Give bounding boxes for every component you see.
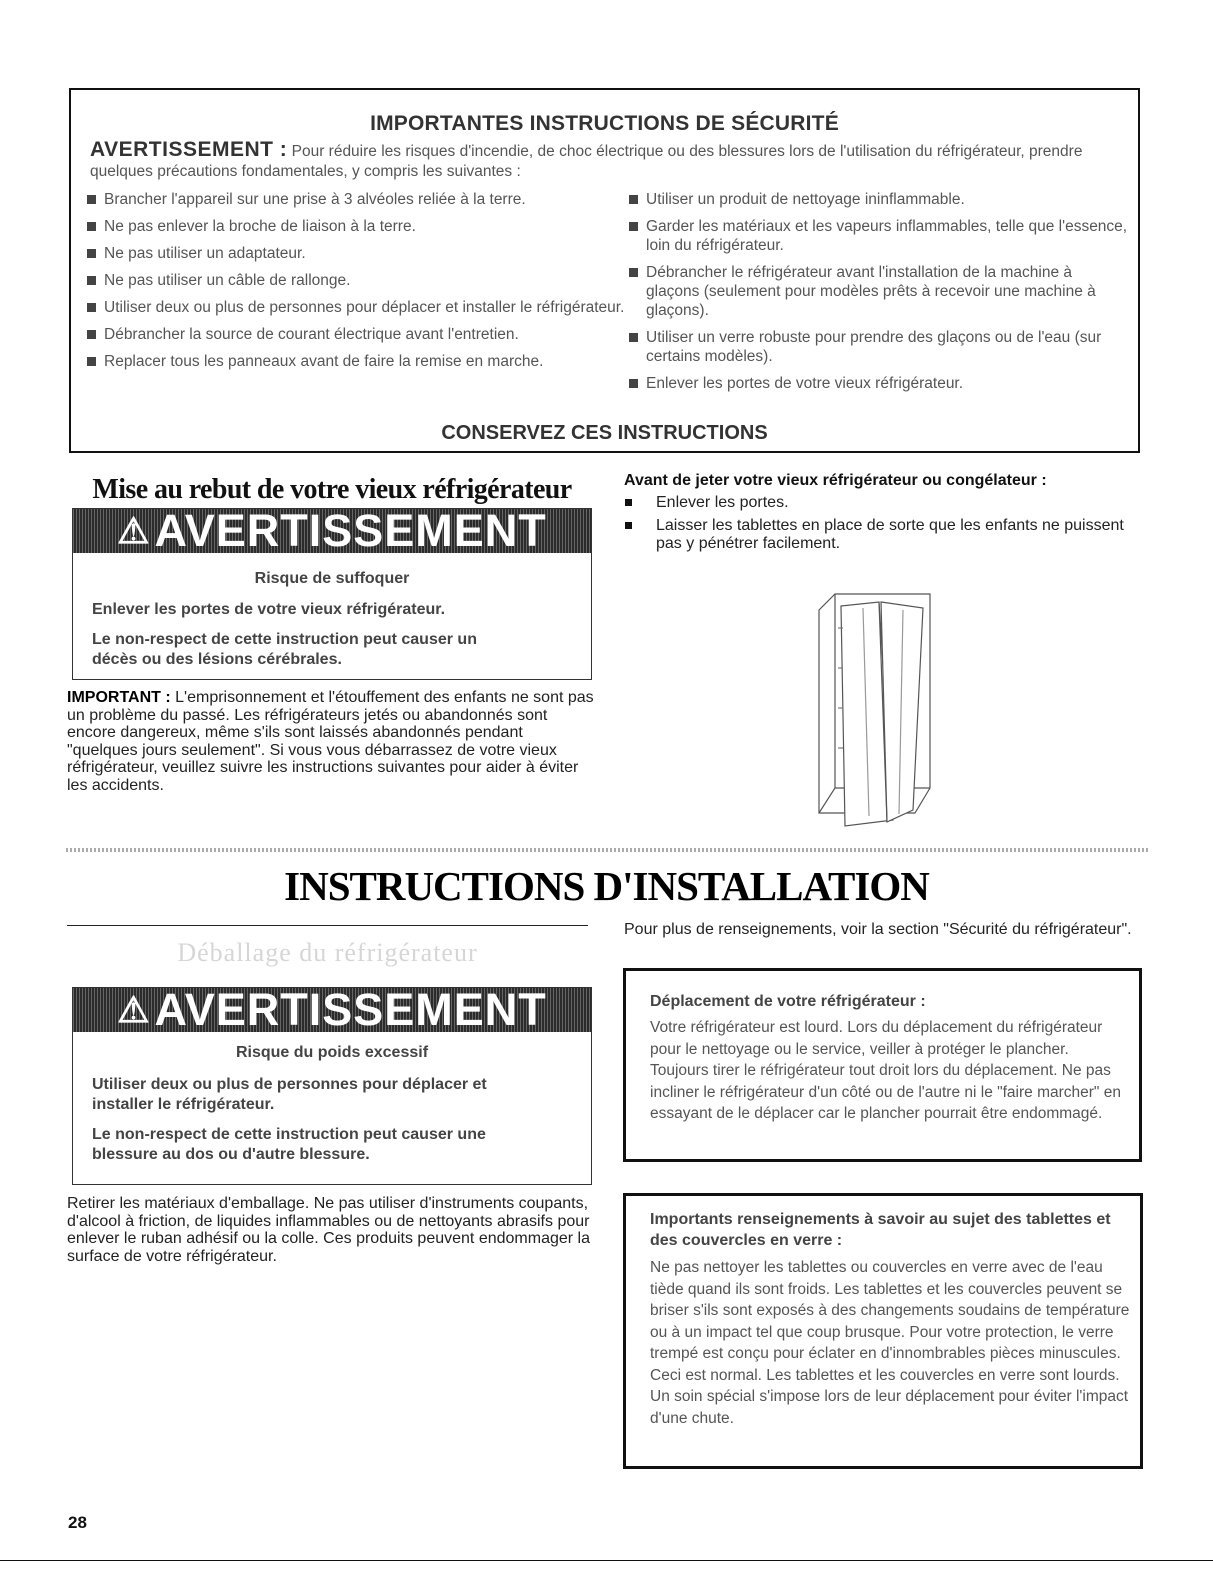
disposal-warning-box	[72, 505, 592, 680]
important-paragraph	[67, 689, 595, 794]
important-label: IMPORTANT :	[67, 689, 171, 706]
list-item: Garder les matériaux et les vapeurs inflammables, telle que l'essence, loin du réfrigérateur.	[629, 217, 1129, 255]
section-separator	[66, 848, 1148, 852]
list-item: Utiliser un verre robuste pour prendre des glaçons ou de l'eau (sur certains modèles).	[629, 328, 1129, 366]
safety-title: IMPORTANTES INSTRUCTIONS DE SÉCURITÉ	[370, 112, 839, 135]
glass-text: Ne pas nettoyer les tablettes ou couvercles en verre avec de l'eau tiède quand ils sont froids. Les tablettes et les couvercles peuvent se briser s'ils sont exposés à des changements soudains de température ou à un impact tel que coup brusque. Pour votre protection, le verre trempé est conçu pour éclater en d'innombrables pièces minuscules. Ceci est normal. Les tablettes et les couvercles en verre sont lourds. Un soin spécial s'impose lors de leur déplacement pour éviter l'impact d'une chute.	[650, 1259, 1130, 1427]
bullet-icon	[87, 222, 96, 231]
list-item: Utiliser deux ou plus de personnes pour déplacer et installer le réfrigérateur.	[87, 298, 627, 317]
bullet-icon	[87, 330, 96, 339]
list-item: Enlever les portes de votre vieux réfrigérateur.	[629, 374, 1129, 393]
moving-title: Déplacement de votre réfrigérateur :	[650, 993, 926, 1010]
see-also-note: Pour plus de renseignements, voir la section "Sécurité du réfrigérateur".	[624, 921, 1132, 938]
warning-lead: AVERTISSEMENT :	[90, 138, 288, 161]
list-item: Enlever les portes.	[624, 494, 1144, 512]
list-item: Ne pas enlever la broche de liaison à la terre.	[87, 217, 627, 236]
disposal-steps	[624, 472, 1144, 558]
safety-intro-text: Pour réduire les risques d'incendie, de choc électrique ou des blessures lors de l'utilisation du réfrigérateur, prendre quelques précautions fondamentales, y compris les suivantes :	[90, 143, 1083, 180]
glass-info-box	[623, 1193, 1143, 1469]
moving-text: Votre réfrigérateur est lourd. Lors du déplacement du réfrigérateur pour le nettoyage ou le service, veiller à protéger le plancher. Toujours tirer le réfrigérateur tout droit lors du déplacement. Ne pas incliner le réfrigérateur d'un côté ou de l'autre ni le "faire marcher" en essayant de le déplacer car le plancher pourrait être endommagé.	[650, 1019, 1121, 1122]
list-item: Débrancher le réfrigérateur avant l'installation de la machine à glaçons (seulement pour modèles prêts à recevoir une machine à glaçons).	[629, 263, 1129, 320]
moving-info-box	[623, 968, 1142, 1162]
bullet-icon	[625, 499, 632, 506]
divider	[67, 925, 588, 926]
list-item: Ne pas utiliser un câble de rallonge.	[87, 271, 627, 290]
bullet-icon	[629, 195, 638, 204]
list-item: Replacer tous les panneaux avant de faire la remise en marche.	[87, 352, 627, 371]
bullet-icon	[625, 522, 632, 529]
list-item: Laisser les tablettes en place de sorte que les enfants ne puissent pas y pénétrer facilement.	[624, 517, 1144, 553]
warning-line-1: Utiliser deux ou plus de personnes pour déplacer et installer le réfrigérateur.	[92, 1076, 487, 1113]
glass-title: Importants renseignements à savoir au sujet des tablettes et des couvercles en verre :	[650, 1211, 1111, 1249]
bullet-icon	[87, 195, 96, 204]
warning-banner-text: ⚠AVERTISSEMENT	[117, 984, 547, 1035]
list-item: Débrancher la source de courant électrique avant l'entretien.	[87, 325, 627, 344]
unpacking-heading: Déballage du réfrigérateur	[177, 938, 478, 967]
list-item: Brancher l'appareil sur une prise à 3 alvéoles reliée à la terre.	[87, 190, 627, 209]
safety-instructions-box	[69, 88, 1140, 453]
safety-list-right	[629, 190, 1129, 401]
bullet-icon	[629, 333, 638, 342]
warning-hazard: Risque de suffoquer	[254, 570, 410, 587]
important-text: L'emprisonnement et l'étouffement des enfants ne sont pas un problème du passé. Les réfrigérateurs jetés ou abandonnés sont encore dangereux, même s'ils sont laissés abandonnés pendant "quelques jours seulement". Si vous vous débarrassez de votre vieux réfrigérateur, veuillez suivre les instructions suivantes pour aider à éviter les accidents.	[67, 689, 594, 794]
warning-banner-text: ⚠AVERTISSEMENT	[117, 505, 547, 556]
safety-intro	[90, 140, 1118, 182]
safety-list-left	[87, 190, 627, 379]
bullet-icon	[629, 268, 638, 277]
bullet-icon	[87, 303, 96, 312]
warning-hazard: Risque du poids excessif	[235, 1044, 429, 1061]
warning-triangle-icon: ⚠	[117, 989, 151, 1030]
bullet-icon	[87, 276, 96, 285]
bullet-icon	[629, 379, 638, 388]
disposal-steps-title: Avant de jeter votre vieux réfrigérateur ou congélateur :	[624, 472, 1047, 489]
bottom-rule	[0, 1560, 1213, 1561]
warning-triangle-icon: ⚠	[117, 510, 151, 551]
bullet-icon	[629, 222, 638, 231]
list-item: Utiliser un produit de nettoyage ininflammable.	[629, 190, 1129, 209]
page-number: 28	[68, 1513, 87, 1532]
warning-line-2: Le non-respect de cette instruction peut causer un décès ou des lésions cérébrales.	[92, 631, 477, 668]
installation-title: INSTRUCTIONS D'INSTALLATION	[284, 863, 929, 909]
warning-line-2: Le non-respect de cette instruction peut causer une blessure au dos ou d'autre blessure.	[92, 1126, 486, 1163]
warning-line-1: Enlever les portes de votre vieux réfrigérateur.	[92, 601, 446, 618]
fridge-doors-removed-illustration	[805, 588, 965, 833]
install-warning-box	[72, 984, 592, 1185]
safety-footer: CONSERVEZ CES INSTRUCTIONS	[441, 422, 768, 444]
unpacking-paragraph: Retirer les matériaux d'emballage. Ne pas utiliser d'instruments coupants, d'alcool à friction, de liquides inflammables ou de nettoyants abrasifs pour enlever le ruban adhésif ou la colle. Ces produits peuvent endommager la surface de votre réfrigérateur.	[67, 1195, 590, 1265]
list-item: Ne pas utiliser un adaptateur.	[87, 244, 627, 263]
disposal-steps-list	[624, 494, 1144, 553]
disposal-heading: Mise au rebut de votre vieux réfrigérateur	[92, 474, 572, 505]
bullet-icon	[87, 357, 96, 366]
bullet-icon	[87, 249, 96, 258]
